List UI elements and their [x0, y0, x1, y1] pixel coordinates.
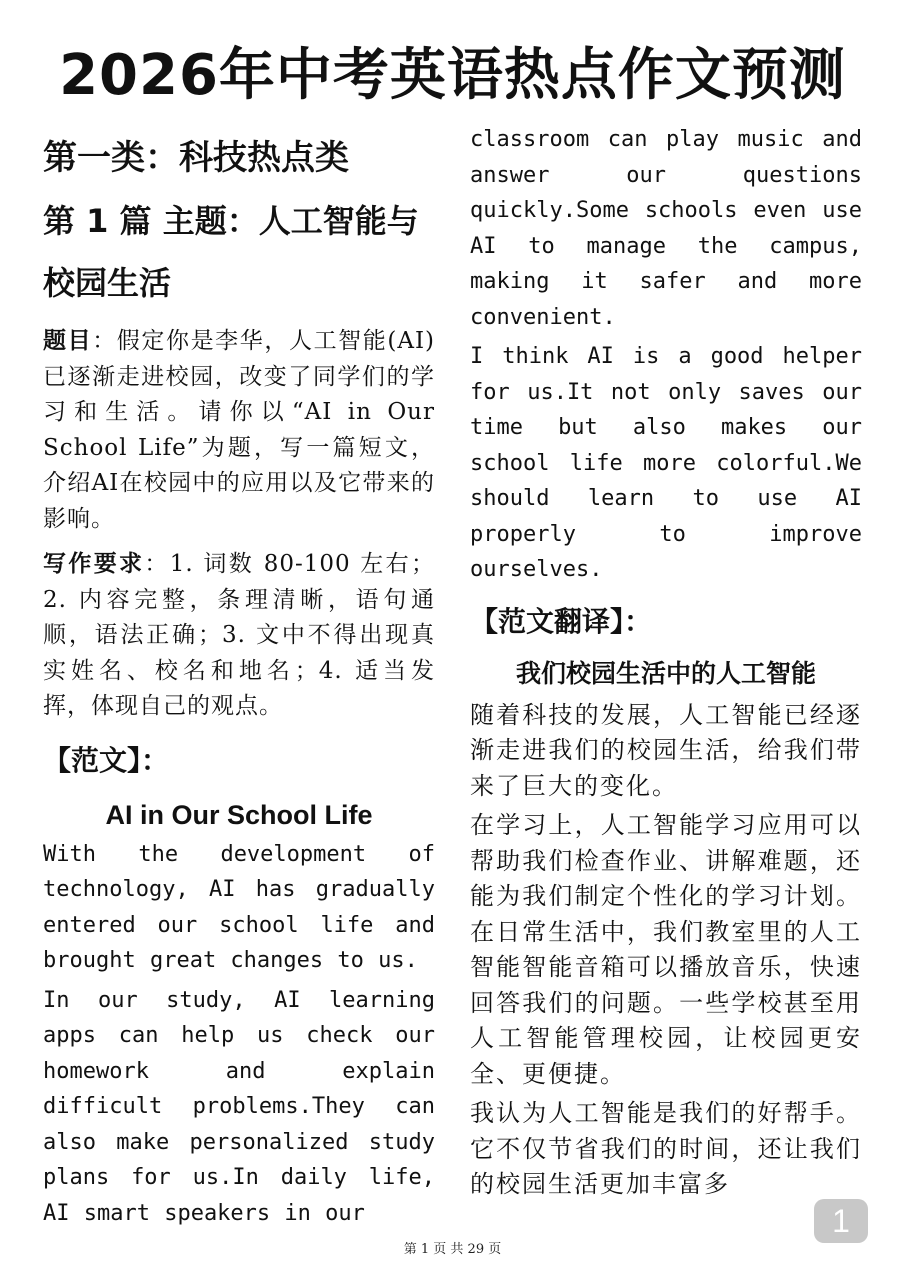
prompt-paragraph — [43, 324, 435, 537]
translation-title: 我们校园生活中的人工智能 — [515, 658, 816, 688]
requirements-text: ：1. 词数 80-100 左右；2. 内容完整，条理清晰，语句通顺，语法正确；3. 文中不得出现真实姓名、校名和地名；4. 适当发挥，体现自己的观点。 — [43, 551, 435, 719]
topic-heading-line2: 校园生活 — [43, 264, 172, 302]
document-title: 2026年中考英语热点作文预测 — [59, 43, 846, 108]
page-number-badge[interactable]: 1 — [814, 1199, 868, 1243]
left-column — [43, 120, 435, 1231]
prompt-text: ：假定你是李华，人工智能(AI)已逐渐走进校园，改变了同学们的学习和生活。请你以“AI in Our School Life”为题，写一篇短文，介绍AI在校园中的应用以及它带来的影响。 — [43, 328, 435, 532]
sample-essay-title: AI in Our School Life — [105, 799, 373, 830]
translation-heading: 【范文翻译】： — [470, 604, 653, 638]
requirements-paragraph — [43, 547, 435, 725]
sample-heading: 【范文】： — [43, 743, 170, 777]
right-column — [470, 122, 862, 1203]
translation-paragraph-2: 在学习上，人工智能学习应用可以帮助我们检查作业、讲解难题，还能为我们制定个性化的学习计划。在日常生活中，我们教室里的人工智能智能音箱可以播放音乐，快速回答我们的问题。一些学校甚至用人工智能管理校园，让校园更安全、更便捷。 — [470, 811, 862, 1088]
sample-paragraph-3: classroom can play music and answer our questions quickly.Some schools even use AI to manage the campus, making it safer and more convenient. — [470, 127, 862, 330]
sample-paragraph-4: I think AI is a good helper for us.It not only saves our time but also makes our school life more colorful.We should learn to use AI properly to improve ourselves. — [470, 344, 862, 582]
sample-paragraph-2: In our study, AI learning apps can help us check our homework and explain difficult problems.They can also make personalized study plans for us.In daily life, AI smart speakers in our — [43, 987, 435, 1226]
translation-paragraph-1: 随着科技的发展，人工智能已经逐渐走进我们的校园生活，给我们带来了巨大的变化。 — [470, 700, 862, 800]
sample-paragraph-1: With the development of technology, AI has gradually entered our school life and brought great changes to us. — [43, 841, 435, 973]
prompt-label: 题目 — [43, 328, 93, 354]
requirements-label: 写作要求 — [43, 551, 145, 577]
translation-paragraph-3: 我认为人工智能是我们的好帮手。它不仅节省我们的时间，还让我们的校园生活更加丰富多 — [470, 1099, 862, 1198]
page-footer: 第 1 页 共 29 页 — [403, 1242, 502, 1257]
category-heading: 第一类：科技热点类 — [43, 138, 349, 178]
topic-heading-line1: 第 1 篇 主题：人工智能与 — [43, 202, 419, 240]
